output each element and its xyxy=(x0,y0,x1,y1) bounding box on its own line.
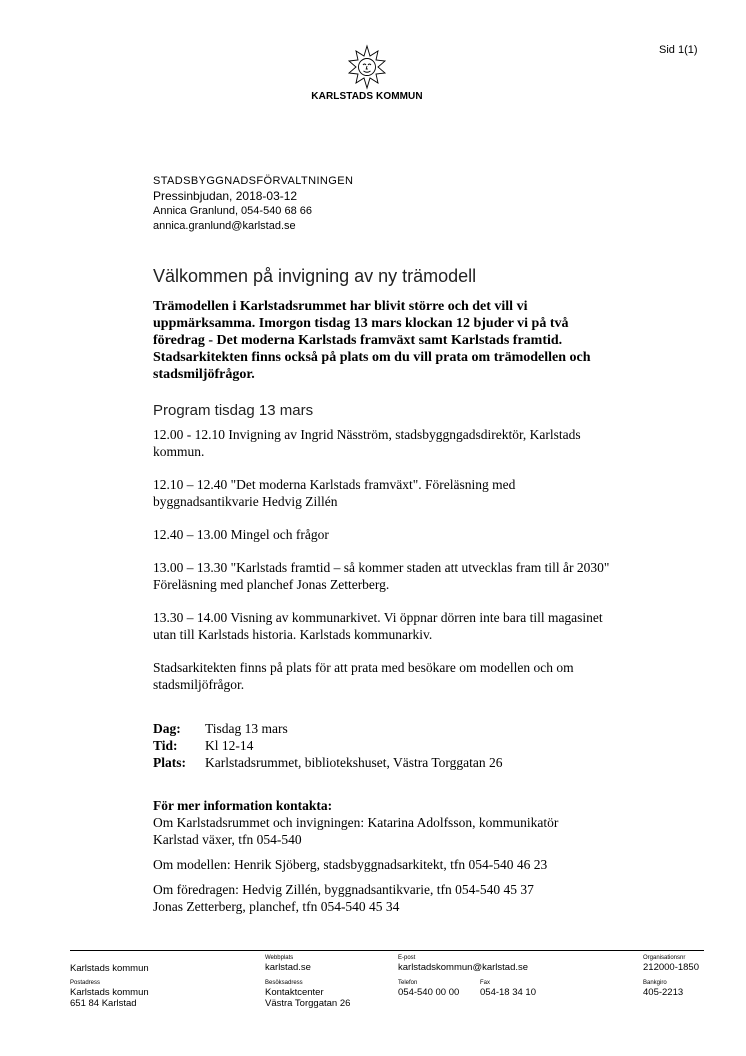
detail-time xyxy=(153,737,503,754)
footer-phone-value: 054-540 00 00 xyxy=(398,987,460,998)
detail-value: Kl 12-14 xyxy=(205,738,254,753)
program-heading: Program tisdag 13 mars xyxy=(153,402,314,419)
contact-line: Karlstad växer, tfn 054-540 xyxy=(153,832,302,847)
footer-web xyxy=(265,955,311,973)
contact-paragraph xyxy=(153,881,623,915)
detail-label: Dag: xyxy=(153,721,181,736)
page-title: Välkommen på invigning av ny trämodell xyxy=(153,266,477,286)
logo-text: KARLSTADS KOMMUN xyxy=(311,91,423,102)
program-item: 12.00 - 12.10 Invigning av Ingrid Näsström, stadsbyggngadsdirektör, Karlstads kommun. xyxy=(153,427,581,459)
contact-section xyxy=(153,797,623,923)
footer-label: Fax xyxy=(480,980,491,986)
sender-block xyxy=(153,174,353,234)
document-type: Pressinbjudan, 2018-03-12 xyxy=(153,189,298,203)
sun-logo-icon xyxy=(347,44,387,90)
logo xyxy=(302,44,432,102)
footer-phone xyxy=(398,980,459,998)
program-item: 13.00 – 13.30 "Karlstads framtid – så kommer staden att utvecklas fram till år 2030" Föreläsning med planchef Jonas Zetterberg. xyxy=(153,560,610,592)
program-list xyxy=(153,426,623,709)
footer-bankgiro-value: 405-2213 xyxy=(643,987,684,998)
program-item: 12.10 – 12.40 "Det moderna Karlstads framväxt". Föreläsning med byggnadsantikvarie Hedvig Zillén xyxy=(153,477,516,509)
footer-label: Telefon xyxy=(398,980,418,986)
footer-postal-line: Karlstads kommun xyxy=(70,987,149,998)
contact-line: Om föredragen: Hedvig Zillén, byggnadsantikvarie, tfn 054-540 45 37 xyxy=(153,882,534,897)
contact-line: Jonas Zetterberg, planchef, tfn 054-540 45 34 xyxy=(153,899,400,914)
footer-label: Besöksadress xyxy=(265,980,303,986)
footer-fax-value: 054-18 34 10 xyxy=(480,987,536,998)
footer-label: Organisationsnr xyxy=(643,955,686,961)
footer-visit xyxy=(265,980,350,1009)
footer-email-link[interactable]: karlstadskommun@karlstad.se xyxy=(398,962,529,973)
contact-person: Annica Granlund, 054-540 68 66 xyxy=(153,205,313,217)
contact-email: annica.granlund@karlstad.se xyxy=(153,220,296,232)
footer-postal-line: 651 84 Karlstad xyxy=(70,998,137,1009)
contact-line: Om Karlstadsrummet och invigningen: Katarina Adolfsson, kommunikatör xyxy=(153,815,559,830)
footer-orgnr-value: 212000-1850 xyxy=(643,962,699,973)
event-details xyxy=(153,720,503,771)
detail-day xyxy=(153,720,503,737)
contact-paragraph xyxy=(153,856,623,873)
detail-place xyxy=(153,754,503,771)
detail-value: Karlstadsrummet, bibliotekshuset, Västra Torggatan 26 xyxy=(205,755,503,770)
footer-divider xyxy=(70,950,704,951)
footer-visit-line: Västra Torggatan 26 xyxy=(265,998,351,1009)
footer-web-link[interactable]: karlstad.se xyxy=(265,962,311,973)
contact-heading: För mer information kontakta: xyxy=(153,798,333,813)
footer-fax xyxy=(480,980,536,998)
program-item: 12.40 – 13.00 Mingel och frågor xyxy=(153,527,329,542)
footer-org xyxy=(70,963,149,974)
page-number: Sid 1(1) xyxy=(659,44,698,56)
lead-paragraph: Trämodellen i Karlstadsrummet har blivit större och det vill vi uppmärksamma. Imorgon tisdag 13 mars klockan 12 bjuder vi på två föredrag - Det moderna Karlstads framväxt samt Karlstads framtid. Stadsarkitekten finns också på plats om du vill prata om trämodellen och stadsmiljöfrågor. xyxy=(153,299,591,382)
footer-label: Postadress xyxy=(70,980,101,986)
detail-label: Tid: xyxy=(153,738,178,753)
footer-label: Bankgiro xyxy=(643,980,667,986)
footer-org-name: Karlstads kommun xyxy=(70,963,149,974)
contact-paragraph xyxy=(153,814,623,848)
footer-label: E-post xyxy=(398,955,416,961)
detail-label: Plats: xyxy=(153,755,186,770)
program-item: 13.30 – 14.00 Visning av kommunarkivet. Vi öppnar dörren inte bara till magasinet utan till Karlstads historia. Karlstads kommunarkiv. xyxy=(153,610,603,642)
detail-value: Tisdag 13 mars xyxy=(205,721,288,736)
footer-bankgiro xyxy=(643,980,683,998)
program-item: Stadsarkitekten finns på plats för att prata med besökare om modellen och om stadsmiljöfrågor. xyxy=(153,660,574,692)
department: STADSBYGGNADSFÖRVALTNINGEN xyxy=(153,175,354,187)
footer-label: Webbplats xyxy=(265,955,294,961)
contact-line: Om modellen: Henrik Sjöberg, stadsbyggnadsarkitekt, tfn 054-540 46 23 xyxy=(153,857,548,872)
footer-email xyxy=(398,955,528,973)
footer-postal xyxy=(70,980,149,1009)
footer-orgnr xyxy=(643,955,699,973)
footer-visit-line: Kontaktcenter xyxy=(265,987,324,998)
